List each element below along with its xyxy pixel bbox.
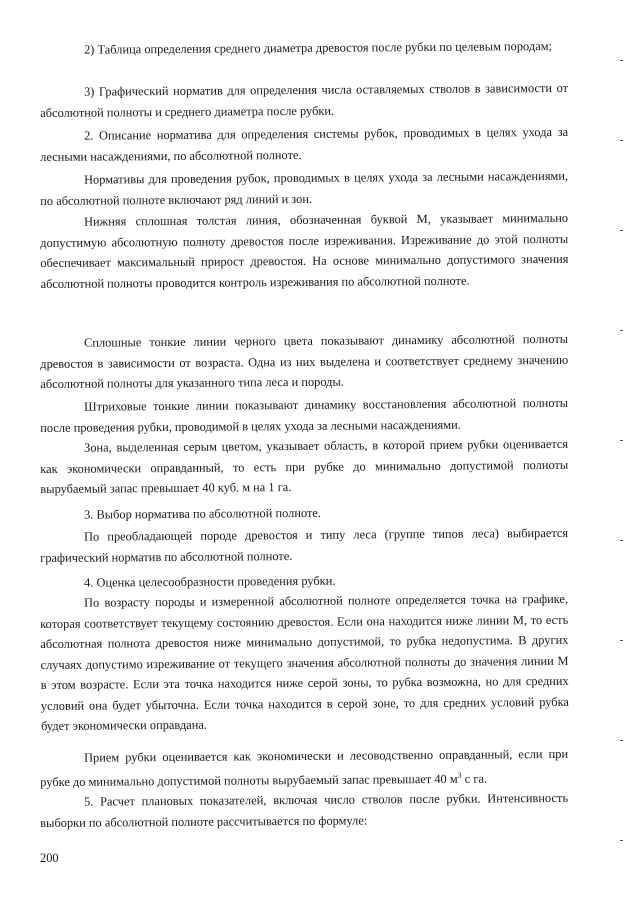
paragraph-4: Нормативы для проведения рубок, проводимых в целях ухода за лесными насаждениями, по абсолютной полноте включают ряд линий и зон. (40, 168, 569, 208)
scan-margin-mark (620, 330, 623, 331)
scan-margin-mark (620, 60, 623, 61)
scan-margin-mark (620, 840, 623, 841)
paragraph-10: По преобладающей породе древостоя и типу леса (группе типов леса) выбирается графический норматив по абсолютной полноте. (40, 525, 569, 565)
scan-margin-mark (620, 230, 623, 231)
paragraph-5: Нижняя сплошная толстая линия, обозначенная буквой М, указывает минимально допустимую абсолютную полноту древостоя после изреживания. Изреживание до этой полноты обеспечивает максимальный прирост древостоя. На основе минимально допустимого значения абсолютной полноты проводится контроль изреживания по абсолютной полноте. (40, 210, 569, 291)
paragraph-11: 4. Оценка целесообразности проведения рубки. (84, 573, 336, 590)
paragraph-7: Штриховые тонкие линии показывают динамику восстановления абсолютной полноты после проведения рубки, проводимой в целях ухода за лесными насаждениями. (40, 395, 569, 435)
page-number: 200 (40, 851, 59, 865)
cubic-superscript: 3 (457, 770, 462, 780)
scan-margin-mark (620, 140, 623, 141)
paragraph-12: По возрасту породы и измеренной абсолютной полноте определяется точка на графике, которая соответствует текущему состоянию древостоя. Если она находится ниже линии М, то есть абсолютная полнота древостоя ниже минимально допустимой, то рубка недопустима. В других случаях допустимо изреживание от текущего значения абсолютной полноты до значения линии М в этом возрасте. Если эта точка находится ниже серой зоны, то рубка возможна, но для средних условий она будет убыточна. Если точка находится в серой зоне, то для средних условий рубка будет экономически оправдана. (40, 591, 569, 733)
paragraph-13-tail: с га. (461, 771, 488, 786)
scan-margin-mark (620, 540, 623, 541)
paragraph-13-text: Прием рубки оценивается как экономически и лесоводственно оправданный, если при рубке до минимально допустимой полноты вырубаемый запас превышает 40 м (40, 746, 569, 789)
scan-margin-mark (620, 440, 623, 441)
scan-margin-mark (620, 640, 623, 641)
paragraph-1: 2) Таблица определения среднего диаметра древостоя после рубки по целевым породам; (84, 38, 553, 57)
paragraph-2: 3) Графический норматив для определения числа оставляемых стволов в зависимости от абсолютной полноты и среднего диаметра после рубки. (40, 80, 569, 120)
paragraph-6: Сплошные тонкие линии черного цвета показывают динамику абсолютной полноты древостоя в зависимости от возраста. Одна из них выделена и соответствует среднему значению абсолютной полноты для указанного типа леса и породы. (40, 331, 569, 391)
paragraph-3: 2. Описание норматива для определения системы рубок, проводимых в целях ухода за лесными насаждениями, по абсолютной полноте. (40, 124, 569, 164)
paragraph-14: 5. Расчет плановых показателей, включая число стволов после рубки. Интенсивность выборки по абсолютной полноте рассчитывается по формуле: (40, 790, 569, 830)
paragraph-13 (40, 744, 568, 792)
paragraph-9: 3. Выбор норматива по абсолютной полноте. (84, 505, 322, 522)
scan-margin-mark (620, 740, 623, 741)
paragraph-8: Зона, выделенная серым цветом, указывает область, в которой прием рубки оценивается как экономически оправданный, то есть при рубке до минимально допустимой полноты вырубаемый запас превышает 40 куб. м на 1 га. (40, 436, 569, 496)
